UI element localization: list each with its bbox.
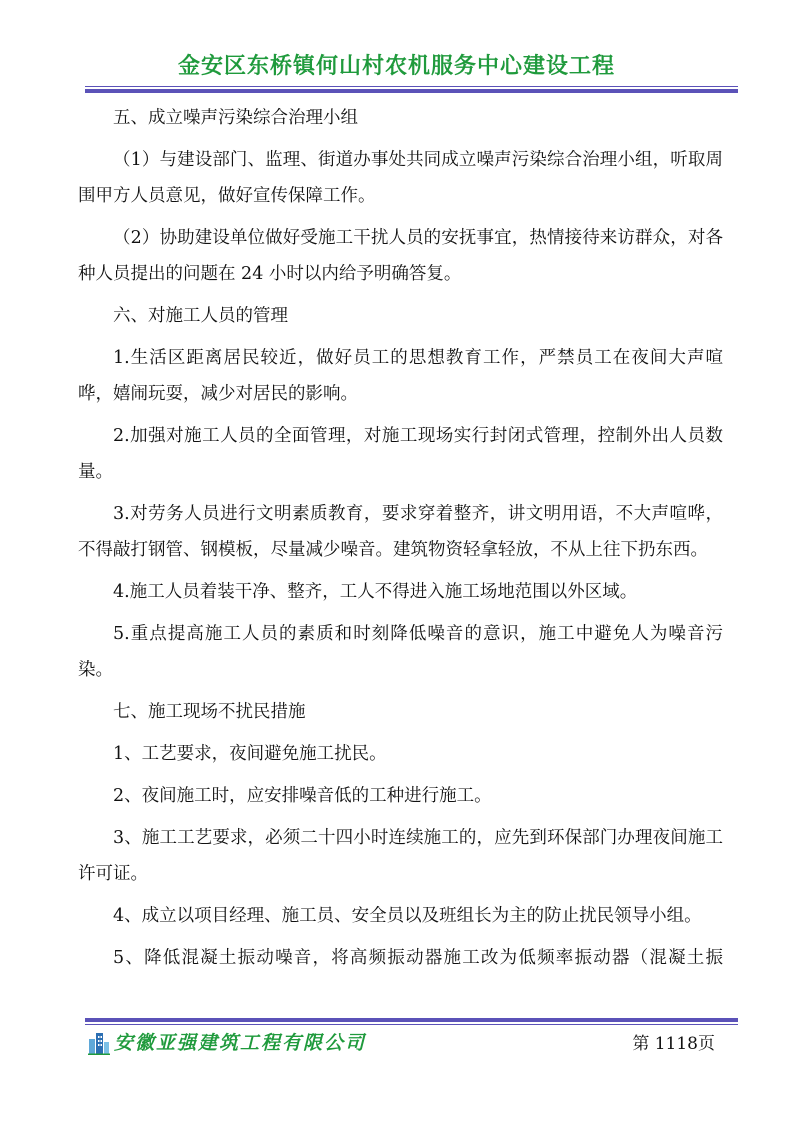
body-paragraph: 5.重点提高施工人员的素质和时刻降低噪音的意识，施工中避免人为噪音污染。: [78, 624, 723, 680]
company-name: 安徽亚强建筑工程有限公司: [114, 1032, 367, 1054]
body-paragraph: 2、夜间施工时，应安排噪音低的工种进行施工。: [113, 786, 492, 806]
body-paragraph: 1、工艺要求，夜间避免施工扰民。: [113, 744, 387, 764]
body-paragraph: （1）与建设部门、监理、街道办事处共同成立噪声污染综合治理小组，听取周围甲方人员意见，做好宣传保障工作。: [78, 150, 723, 206]
body-paragraph: 1.生活区距离居民较近，做好员工的思想教育工作，严禁员工在夜间大声喧哗，嬉闹玩耍，减少对居民的影响。: [78, 348, 723, 404]
header-rule-thick: [85, 89, 738, 93]
body-paragraph: 5、降低混凝土振动噪音，将高频振动器施工改为低频率振动器（混凝土振: [113, 948, 723, 968]
document-title: 金安区东桥镇何山村农机服务中心建设工程: [177, 54, 615, 79]
footer-rule-thick: [85, 1018, 738, 1022]
header-rule-thin: [85, 86, 738, 87]
building-logo-icon: [88, 1031, 110, 1055]
section-heading: 五、成立噪声污染综合治理小组: [113, 108, 358, 128]
page-number: 第 1118页: [632, 1034, 715, 1054]
footer-rule-thin: [85, 1024, 738, 1025]
body-paragraph: 3、施工工艺要求，必须二十四小时连续施工的，应先到环保部门办理夜间施工许可证。: [78, 828, 723, 884]
section-heading: 六、对施工人员的管理: [113, 306, 288, 326]
body-paragraph: （2）协助建设单位做好受施工干扰人员的安抚事宜，热情接待来访群众，对各种人员提出的问题在 24 小时以内给予明确答复。: [78, 228, 723, 284]
section-heading: 七、施工现场不扰民措施: [113, 702, 306, 722]
body-paragraph: 3.对劳务人员进行文明素质教育，要求穿着整齐，讲文明用语，不大声喧哗，不得敲打钢管、钢模板，尽量减少噪音。建筑物资轻拿轻放，不从上往下扔东西。: [78, 504, 723, 560]
body-paragraph: 4、成立以项目经理、施工员、安全员以及班组长为主的防止扰民领导小组。: [113, 906, 702, 926]
body-paragraph: 2.加强对施工人员的全面管理，对施工现场实行封闭式管理，控制外出人员数量。: [78, 426, 723, 482]
body-paragraph: 4.施工人员着装干净、整齐，工人不得进入施工场地范围以外区域。: [113, 582, 638, 602]
document-body: [78, 100, 723, 982]
